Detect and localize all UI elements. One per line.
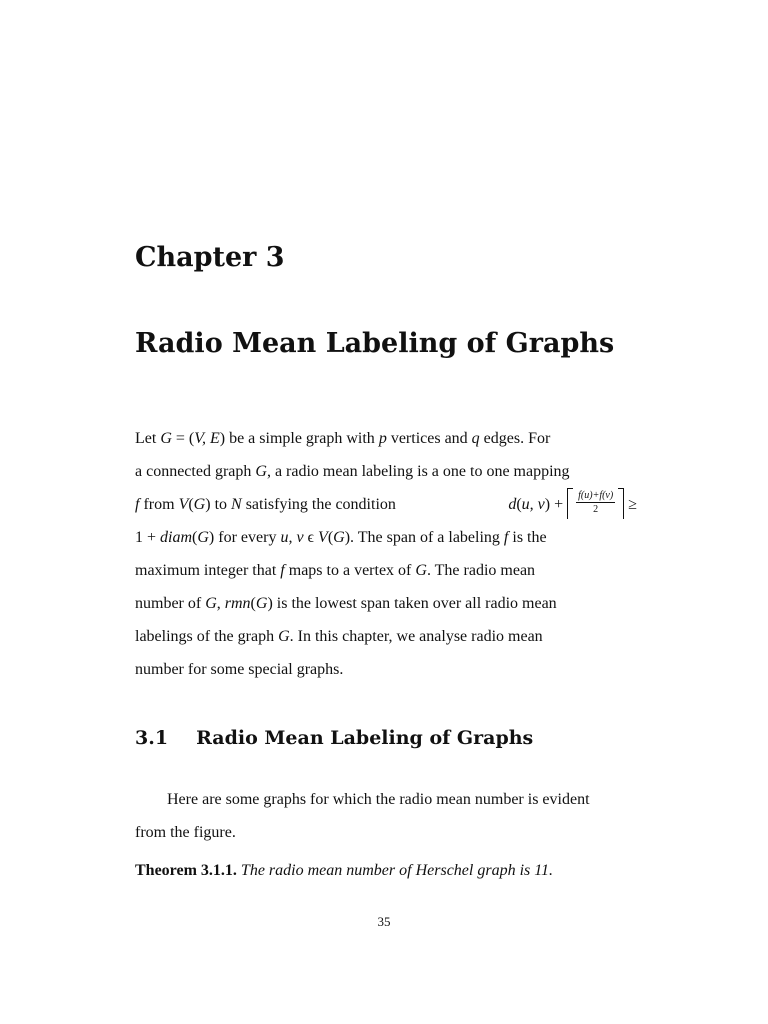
page-number: 35	[377, 914, 391, 929]
ceiling-left-bracket	[567, 488, 573, 519]
intro-paragraph	[135, 422, 637, 686]
section-number: 3.1	[135, 727, 169, 749]
intro-line-2: a connected graph G, a radio mean labeling is a one to one mapping	[135, 463, 570, 480]
ceiling-fraction	[567, 488, 624, 519]
fraction-numerator: f(u)+f(v)	[578, 490, 614, 502]
section-paragraph-line-2: from the figure.	[135, 824, 236, 841]
section-paragraph	[135, 783, 637, 849]
intro-line-7: labelings of the graph G. In this chapter, we analyse radio mean	[135, 628, 543, 645]
intro-line-5: maximum integer that f maps to a vertex of G. The radio mean	[135, 562, 536, 579]
intro-line-6: number of G, rmn(G) is the lowest span taken over all radio mean	[135, 595, 557, 612]
theorem-label: Theorem 3.1.1.	[135, 862, 237, 879]
section-title: Radio Mean Labeling of Graphs	[196, 727, 534, 749]
fraction-denominator: 2	[593, 504, 599, 516]
intro-line-4: 1 + diam(G) for every u, v ϵ V(G). The span of a labeling f is the	[135, 529, 547, 546]
intro-line-3: f from V(G) to N satisfying the condition d(u, v) + $\frac{f(u)+f(v)}{2}$ ≥	[135, 488, 637, 521]
theorem-statement: The radio mean number of Herschel graph is 11.	[240, 862, 554, 879]
section-paragraph-line-1: Here are some graphs for which the radio mean number is evident	[167, 791, 590, 808]
intro-line-1: Let G = (V, E) be a simple graph with p vertices and q edges. For	[135, 430, 551, 447]
ceiling-right-bracket	[618, 488, 624, 519]
theorem	[135, 862, 553, 880]
chapter-label: Chapter 3	[135, 242, 285, 273]
fraction	[576, 490, 615, 516]
chapter-title: Radio Mean Labeling of Graphs	[135, 328, 615, 359]
intro-line-8: number for some special graphs.	[135, 661, 344, 678]
section-heading	[135, 727, 533, 749]
